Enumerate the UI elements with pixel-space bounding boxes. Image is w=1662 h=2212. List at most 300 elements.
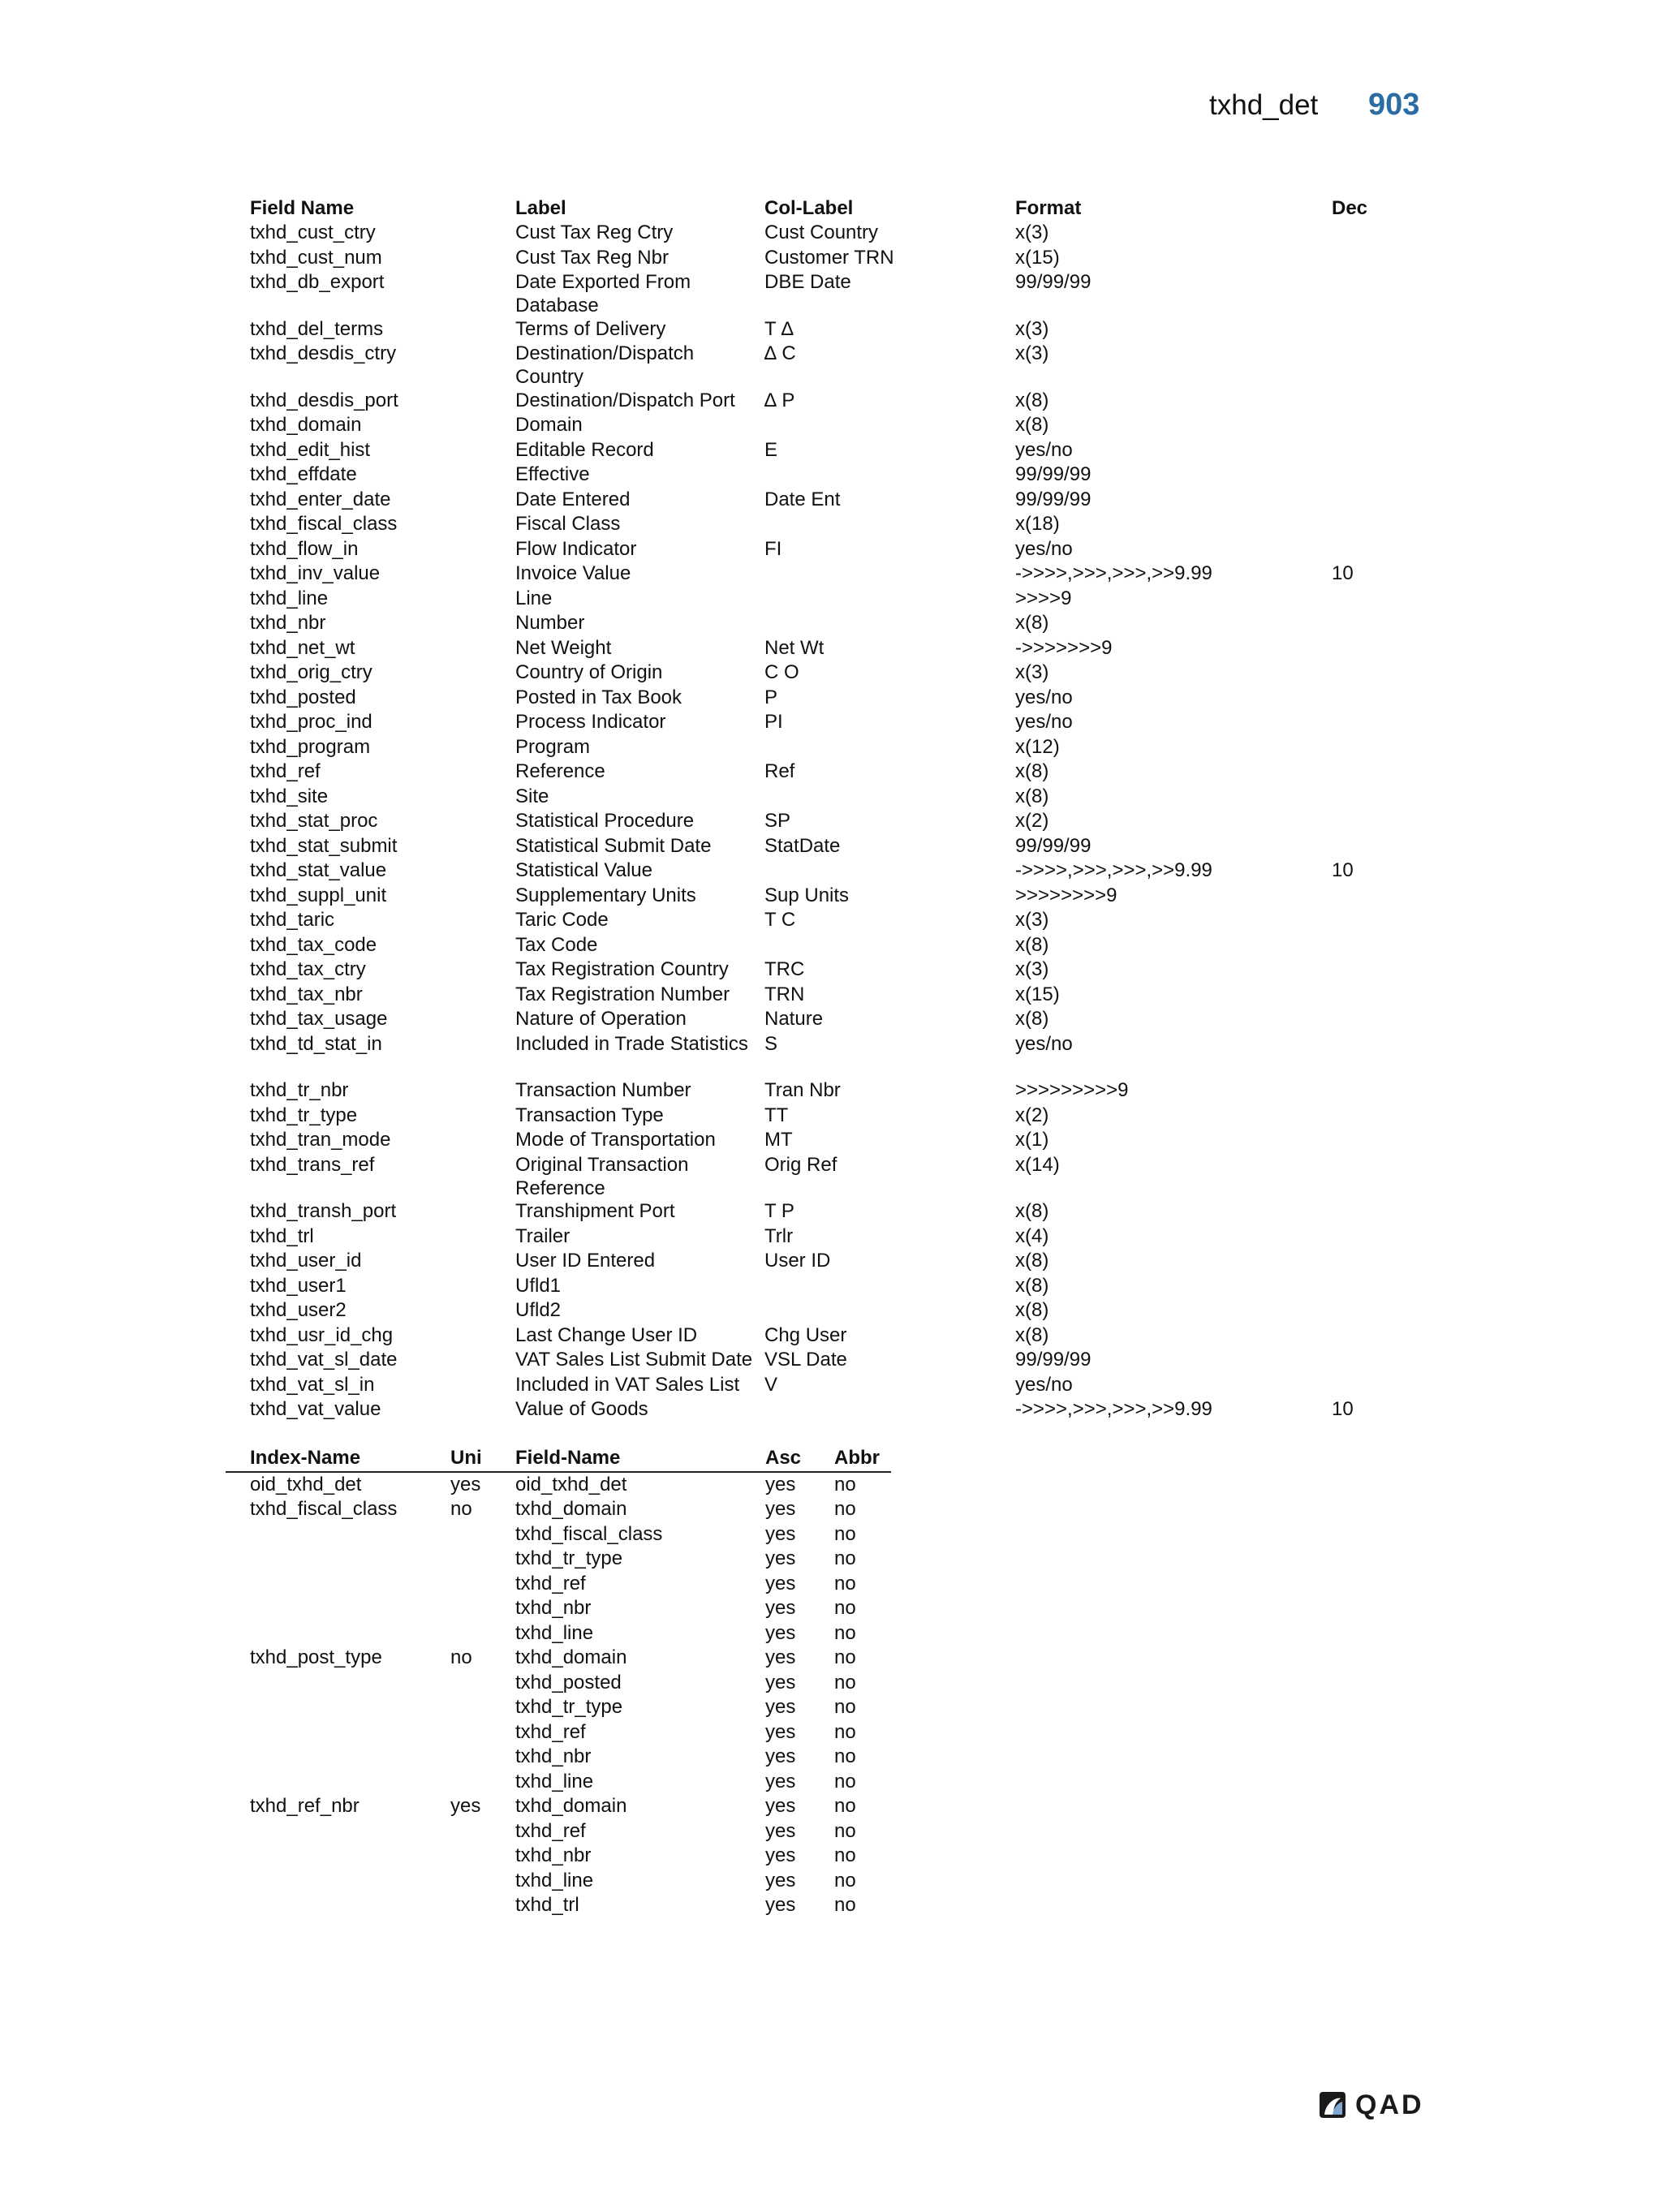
field-label-cell: Domain [515,414,583,436]
index-asc-cell: yes [765,1869,796,1891]
field-format-cell: yes/no [1015,1373,1073,1396]
index-row [226,1497,891,1522]
field-name-cell: txhd_usr_id_chg [250,1323,394,1346]
field-format-cell: yes/no [1015,438,1073,461]
field-label-cell: Taric Code [515,909,609,931]
field-name-cell: txhd_desdis_port [250,389,398,411]
index-asc-cell: yes [765,1770,796,1792]
qad-logo [1318,2089,1440,2121]
index-asc-cell: yes [765,1844,796,1866]
index-asc-cell: yes [765,1671,796,1693]
field-table-header [250,195,1427,219]
field-name-cell: txhd_stat_proc [250,810,378,832]
index-name-cell: txhd_post_type [250,1646,382,1668]
index-asc-cell: yes [765,1894,796,1916]
field-label-cell: Value of Goods [515,1398,648,1420]
field-row [250,1272,1427,1298]
table-name-title: txhd_det [1209,89,1319,121]
index-field-cell: txhd_line [515,1621,594,1644]
index-field-cell: txhd_tr_type [515,1547,623,1569]
field-col-label-cell: MT [764,1129,793,1151]
index-field-cell: txhd_nbr [515,1745,592,1767]
field-col-label-cell: ∆ P [764,389,795,411]
field-dec-cell: 10 [1332,1398,1354,1420]
field-format-cell: x(3) [1015,317,1049,340]
field-label-cell: Transaction Type [515,1104,664,1126]
field-col-label-cell: PI [764,711,783,733]
index-row [226,1893,891,1918]
field-row [250,316,1427,341]
index-field-cell: txhd_domain [515,1795,627,1817]
index-row [226,1671,891,1696]
field-format-cell: x(8) [1015,1250,1049,1272]
index-asc-cell: yes [765,1473,796,1495]
field-label-cell: Included in VAT Sales List [515,1373,740,1396]
field-row [250,1396,1427,1421]
field-name-cell: txhd_stat_value [250,859,387,881]
field-format-cell: x(8) [1015,389,1049,411]
index-field-cell: txhd_posted [515,1671,622,1693]
field-label-cell: Cust Tax Reg Ctry [515,222,674,243]
field-row [250,387,1427,412]
field-name-cell: txhd_tax_ctry [250,958,366,980]
index-asc-cell: yes [765,1572,796,1594]
field-row [250,244,1427,269]
field-format-cell: x(18) [1015,513,1060,535]
field-label-cell: Date Entered [515,488,631,510]
field-label-cell: Program [515,735,591,758]
index-asc-cell: yes [765,1795,796,1817]
field-label-cell: Site [515,785,549,807]
field-dec-cell: 10 [1332,859,1354,881]
field-col-label-cell: V [764,1373,778,1396]
field-format-cell: x(3) [1015,958,1049,980]
field-row [250,783,1427,808]
index-asc-cell: yes [765,1720,796,1743]
field-label-cell: Destination/Dispatch Port [515,389,735,411]
field-name-cell: txhd_vat_value [250,1398,381,1420]
field-label-cell: Ufld1 [515,1274,562,1297]
field-label-cell: Destination/Dispatch Country [515,342,695,388]
field-name-cell: txhd_program [250,735,371,758]
field-row [250,635,1427,660]
field-row [250,560,1427,585]
field-col-label-cell: Date Ent [764,488,841,510]
field-name-cell: txhd_trans_ref [250,1153,375,1176]
index-row [226,1844,891,1869]
field-row [250,340,1427,387]
index-abbr-cell: no [834,1671,856,1693]
index-field-cell: oid_txhd_det [515,1473,627,1495]
qad-logo-icon [1318,2090,1347,2119]
index-abbr-cell: no [834,1745,856,1767]
field-label-cell: Net Weight [515,636,612,659]
index-row [226,1695,891,1720]
index-field-cell: txhd_ref [515,1720,586,1743]
field-name-cell: txhd_domain [250,414,362,436]
index-row [226,1522,891,1547]
field-col-label-cell: P [764,686,778,708]
header-asc: Asc [765,1447,802,1469]
field-col-label-cell: Ref [764,760,795,782]
field-format-cell: 99/99/99 [1015,1349,1091,1371]
field-name-cell: txhd_cust_ctry [250,222,376,243]
field-label-cell: Included in Trade Statistics [515,1032,748,1055]
index-field-cell: txhd_ref [515,1572,586,1594]
index-field-cell: txhd_fiscal_class [515,1522,663,1545]
index-unique-cell: yes [450,1795,481,1817]
field-format-cell: ->>>>,>>>,>>>,>>9.99 [1015,562,1212,584]
field-format-cell: x(8) [1015,1274,1049,1297]
field-name-cell: txhd_td_stat_in [250,1032,382,1055]
field-name-cell: txhd_db_export [250,271,385,293]
field-name-cell: txhd_edit_hist [250,438,371,461]
field-format-cell: x(2) [1015,810,1049,832]
field-format-cell: 99/99/99 [1015,834,1091,857]
field-label-cell: Invoice Value [515,562,631,584]
field-format-cell: ->>>>,>>>,>>>,>>9.99 [1015,1398,1212,1420]
field-format-cell: x(8) [1015,933,1049,956]
field-format-cell: x(3) [1015,661,1049,683]
index-asc-cell: yes [765,1646,796,1668]
field-format-cell: yes/no [1015,537,1073,560]
field-col-label-cell: Trlr [764,1224,794,1247]
field-name-cell: txhd_tr_nbr [250,1079,349,1101]
field-col-label-cell: DBE Date [764,271,851,293]
page-header [1209,88,1436,128]
field-row [250,219,1427,244]
field-format-cell: ->>>>>>>9 [1015,636,1113,659]
field-name-cell: txhd_tr_type [250,1104,358,1126]
field-col-label-cell: SP [764,810,791,832]
index-row [226,1745,891,1770]
field-format-cell: x(8) [1015,1200,1049,1222]
field-format-cell: x(8) [1015,1008,1049,1030]
index-asc-cell: yes [765,1597,796,1619]
field-row [250,510,1427,536]
field-row [250,932,1427,957]
field-col-label-cell: T C [764,909,796,931]
index-definitions-table [226,1446,891,1918]
field-format-cell: x(8) [1015,1323,1049,1346]
index-unique-cell: yes [450,1473,481,1495]
field-name-cell: txhd_orig_ctry [250,661,372,683]
index-unique-cell: no [450,1498,472,1520]
field-name-cell: txhd_cust_num [250,246,382,269]
index-asc-cell: yes [765,1522,796,1545]
index-name-cell: txhd_ref_nbr [250,1795,360,1817]
field-format-cell: x(2) [1015,1104,1049,1126]
field-col-label-cell: FI [764,537,782,560]
index-row [226,1572,891,1597]
field-format-cell: yes/no [1015,686,1073,708]
field-name-cell: txhd_posted [250,686,356,708]
field-col-label-cell: C O [764,661,799,683]
field-label-cell: Country of Origin [515,661,663,683]
field-label-cell: Statistical Value [515,859,652,881]
field-label-cell: Line [515,587,553,609]
field-col-label-cell: StatDate [764,834,841,857]
field-row [250,833,1427,858]
field-label-cell: Effective [515,463,590,485]
index-field-cell: txhd_nbr [515,1597,592,1619]
index-field-cell: txhd_trl [515,1894,579,1916]
field-name-cell: txhd_trl [250,1224,314,1247]
index-abbr-cell: no [834,1770,856,1792]
index-abbr-cell: no [834,1522,856,1545]
field-name-cell: txhd_del_terms [250,317,384,340]
index-abbr-cell: no [834,1696,856,1718]
index-field-cell: txhd_tr_type [515,1696,623,1718]
field-row [250,411,1427,437]
field-row [250,1247,1427,1272]
index-abbr-cell: no [834,1597,856,1619]
field-name-cell: txhd_effdate [250,463,357,485]
index-table-header [226,1446,891,1473]
field-dec-cell: 10 [1332,562,1354,584]
index-abbr-cell: no [834,1894,856,1916]
field-row [250,1371,1427,1396]
field-format-cell: x(3) [1015,222,1049,243]
field-row [250,486,1427,511]
field-col-label-cell: S [764,1032,778,1055]
index-row [226,1819,891,1844]
index-abbr-cell: no [834,1844,856,1866]
header-dec: Dec [1332,197,1368,219]
header-uni: Uni [450,1447,482,1469]
field-row [250,1223,1427,1248]
index-abbr-cell: no [834,1473,856,1495]
field-format-cell: x(8) [1015,1299,1049,1321]
field-name-cell: txhd_tran_mode [250,1129,391,1151]
field-row [250,1005,1427,1031]
index-row [226,1770,891,1795]
field-name-cell: txhd_transh_port [250,1200,397,1222]
field-row [250,659,1427,684]
field-row [250,857,1427,882]
index-abbr-cell: no [834,1572,856,1594]
index-asc-cell: yes [765,1498,796,1520]
index-name-cell: txhd_fiscal_class [250,1498,398,1520]
field-label-cell: Trailer [515,1224,571,1247]
field-name-cell: txhd_taric [250,909,335,931]
field-name-cell: txhd_vat_sl_in [250,1373,375,1396]
page-number: 903 [1368,88,1420,122]
field-name-cell: txhd_tax_usage [250,1008,388,1030]
field-format-cell: 99/99/99 [1015,463,1091,485]
field-col-label-cell: T P [764,1200,794,1222]
index-asc-cell: yes [765,1547,796,1569]
field-col-label-cell: TRN [764,983,805,1005]
field-row [250,585,1427,610]
index-abbr-cell: no [834,1869,856,1891]
index-asc-cell: yes [765,1621,796,1644]
field-name-cell: txhd_user2 [250,1299,347,1321]
field-format-cell: >>>>9 [1015,587,1072,609]
field-col-label-cell: Orig Ref [764,1153,837,1176]
index-field-cell: txhd_nbr [515,1844,592,1866]
field-row [250,981,1427,1006]
index-asc-cell: yes [765,1819,796,1842]
field-label-cell: Reference [515,760,605,782]
field-label-cell: Editable Record [515,438,654,461]
field-col-label-cell: TRC [764,958,805,980]
field-row [250,1198,1427,1223]
field-format-cell: x(8) [1015,612,1049,634]
field-format-cell: >>>>>>>>>9 [1015,1079,1129,1101]
field-label-cell: Tax Registration Number [515,983,730,1005]
index-unique-cell: no [450,1646,472,1668]
field-name-cell: txhd_nbr [250,612,326,634]
field-format-cell: x(14) [1015,1153,1060,1176]
field-name-cell: txhd_user_id [250,1250,362,1272]
index-row [226,1547,891,1572]
index-abbr-cell: no [834,1646,856,1668]
field-name-cell: txhd_tax_code [250,933,377,956]
index-row [226,1473,891,1498]
index-abbr-cell: no [834,1498,856,1520]
field-label-cell: Number [515,612,585,634]
field-format-cell: >>>>>>>>9 [1015,884,1117,906]
field-label-cell: Last Change User ID [515,1323,698,1346]
index-abbr-cell: no [834,1720,856,1743]
field-label-cell: Mode of Transportation [515,1129,716,1151]
field-label-cell: User ID Entered [515,1250,656,1272]
field-name-cell: txhd_inv_value [250,562,381,584]
field-label-cell: Original Transaction Reference [515,1153,689,1199]
index-row [226,1720,891,1745]
field-name-cell: txhd_fiscal_class [250,513,398,535]
index-field-cell: txhd_line [515,1770,594,1792]
field-label-cell: Process Indicator [515,711,666,733]
field-label-cell: Posted in Tax Book [515,686,682,708]
field-name-cell: txhd_tax_nbr [250,983,363,1005]
field-row [250,609,1427,635]
field-row [250,437,1427,462]
field-label-cell: Flow Indicator [515,537,637,560]
field-col-label-cell: T ∆ [764,317,794,340]
field-name-cell: txhd_net_wt [250,636,355,659]
field-name-cell: txhd_user1 [250,1274,347,1297]
field-format-cell: x(8) [1015,785,1049,807]
header-col-label: Col-Label [764,197,854,219]
field-row [250,536,1427,561]
field-col-label-cell: TT [764,1104,789,1126]
field-label-cell: Statistical Submit Date [515,834,712,857]
field-format-cell: x(15) [1015,983,1060,1005]
field-row [250,1346,1427,1371]
header-index-field-name: Field-Name [515,1447,621,1469]
field-row [250,684,1427,709]
qad-logo-text: QAD [1355,2089,1424,2120]
field-col-label-cell: ∆ C [764,342,796,364]
index-field-cell: txhd_line [515,1869,594,1891]
index-row [226,1596,891,1621]
field-definitions-table [250,195,1427,1421]
field-format-cell: x(12) [1015,735,1060,758]
field-format-cell: x(1) [1015,1129,1049,1151]
index-asc-cell: yes [765,1696,796,1718]
header-index-name: Index-Name [250,1447,361,1469]
field-format-cell: x(3) [1015,342,1049,364]
field-name-cell: txhd_stat_submit [250,834,398,857]
header-format: Format [1015,197,1082,219]
index-row [226,1646,891,1671]
field-label-cell: Statistical Procedure [515,810,695,832]
field-col-label-cell: User ID [764,1250,831,1272]
field-label-cell: Cust Tax Reg Nbr [515,246,669,269]
field-label-cell: Supplementary Units [515,884,696,906]
field-col-label-cell: Customer TRN [764,246,894,269]
index-field-cell: txhd_ref [515,1819,586,1842]
field-name-cell: txhd_desdis_ctry [250,342,397,364]
index-field-cell: txhd_domain [515,1498,627,1520]
index-row [226,1869,891,1894]
field-row [250,956,1427,981]
field-label-cell: Transhipment Port [515,1200,675,1222]
field-row [250,1077,1427,1102]
index-abbr-cell: no [834,1819,856,1842]
field-label-cell: Ufld2 [515,1299,562,1321]
header-label: Label [515,197,566,219]
field-name-cell: txhd_ref [250,760,321,782]
field-name-cell: txhd_flow_in [250,537,359,560]
field-col-label-cell: Sup Units [764,884,850,906]
field-row [250,758,1427,783]
field-row [250,461,1427,486]
index-asc-cell: yes [765,1745,796,1767]
index-abbr-cell: no [834,1621,856,1644]
field-row [250,1102,1427,1127]
field-col-label-cell: Nature [764,1008,824,1030]
field-row [250,807,1427,833]
field-label-cell: Nature of Operation [515,1008,687,1030]
field-col-label-cell: Tran Nbr [764,1079,841,1101]
field-label-cell: Transaction Number [515,1079,691,1101]
field-format-cell: x(8) [1015,760,1049,782]
field-name-cell: txhd_suppl_unit [250,884,387,906]
field-name-cell: txhd_site [250,785,329,807]
field-name-cell: txhd_vat_sl_date [250,1349,398,1371]
index-name-cell: oid_txhd_det [250,1473,362,1495]
index-row [226,1621,891,1646]
index-row [226,1794,891,1819]
field-row [250,1031,1427,1078]
field-row [250,1126,1427,1151]
field-label-cell: Tax Code [515,933,598,956]
field-format-cell: yes/no [1015,1032,1073,1055]
field-format-cell: 99/99/99 [1015,271,1091,293]
header-field-name: Field Name [250,197,355,219]
field-label-cell: Tax Registration Country [515,958,729,980]
field-label-cell: Date Exported From Database [515,271,691,316]
field-name-cell: txhd_proc_ind [250,711,372,733]
field-label-cell: Terms of Delivery [515,317,666,340]
field-row [250,1151,1427,1199]
field-row [250,269,1427,316]
field-format-cell: x(15) [1015,246,1060,269]
index-abbr-cell: no [834,1795,856,1817]
index-abbr-cell: no [834,1547,856,1569]
field-name-cell: txhd_enter_date [250,488,391,510]
index-field-cell: txhd_domain [515,1646,627,1668]
field-format-cell: 99/99/99 [1015,488,1091,510]
field-row [250,1297,1427,1322]
field-format-cell: yes/no [1015,711,1073,733]
field-label-cell: Fiscal Class [515,513,621,535]
field-col-label-cell: E [764,438,778,461]
field-col-label-cell: VSL Date [764,1349,847,1371]
